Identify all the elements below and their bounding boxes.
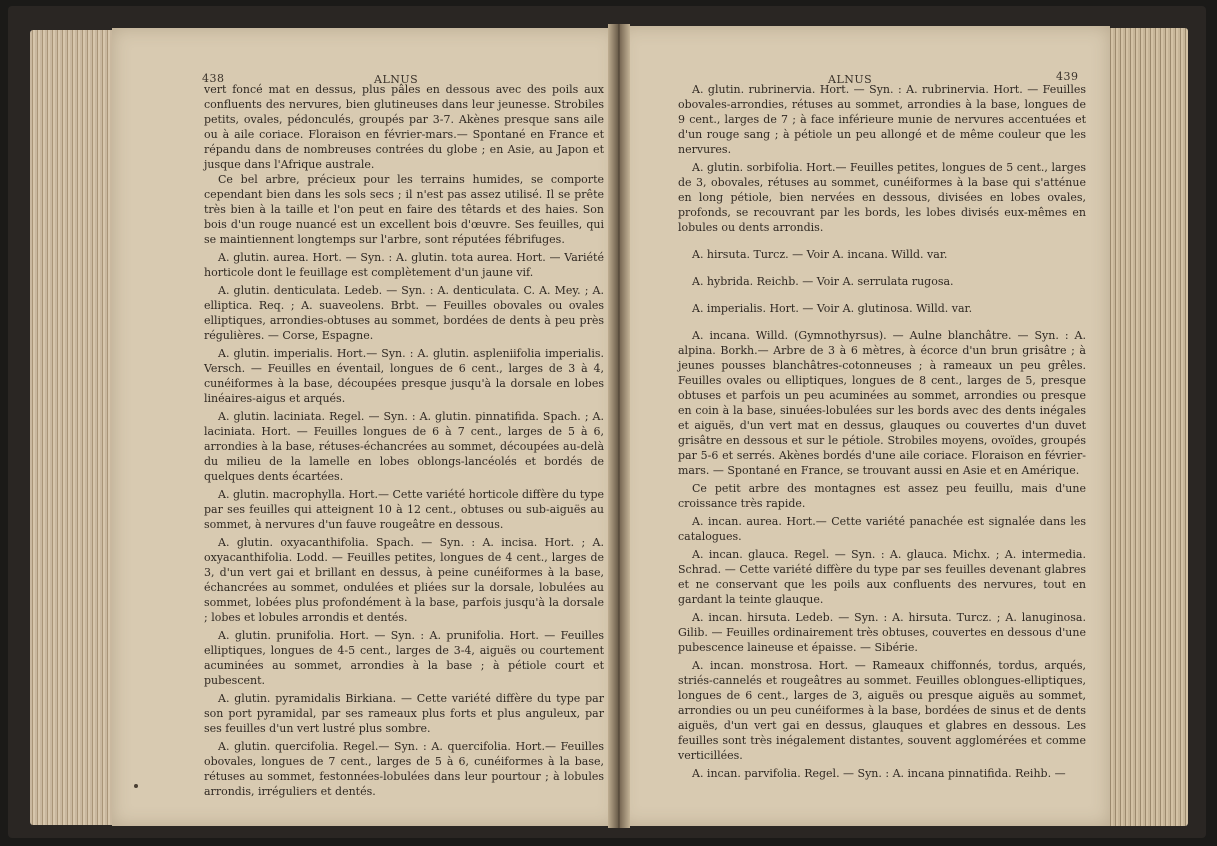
entry-denticulata: A. glutin. denticulata. Ledeb. — Syn. : A. denticulata. C. A. Mey. ; A. elliptica. Req. ; A. suaveolens. Brbt. — Feuilles obovales ou ovales elliptiques, arrondies-obtuses au sommet, bordées de dents à peu près régulières. — Corse, Espagne. <box>204 284 604 342</box>
entry-quercifolia: A. glutin. quercifolia. Regel.— Syn. : A. quercifolia. Hort.— Feuilles obovales, longues de 7 cent., larges de 5 à 6, cunéiformes à la base, rétuses au sommet, festonnées-lobulées dans leur pourtour ; à lobules arrondis, irréguliers et dentés. <box>204 740 604 798</box>
entry-macrophylla: A. glutin. macrophylla. Hort.— Cette variété horticole diffère du type par ses feuilles qui atteignent 10 à 12 cent., obtuses ou sub-aiguës au sommet, à nervures d'un fauve rougeâtre en dessous. <box>204 488 604 531</box>
open-book <box>8 6 1206 838</box>
paragraph: Ce petit arbre des montagnes est assez peu feuillu, mais d'une croissance très rapide. <box>678 482 1086 510</box>
right-page-header: ALNUS <box>828 73 873 86</box>
right-page-number: 439 <box>1056 70 1079 83</box>
entry-imperialis: A. imperialis. Hort. — Voir A. glutinosa. Willd. var. <box>692 302 973 315</box>
right-page-body <box>678 82 1086 781</box>
entry-imperialis: A. glutin. imperialis. Hort.— Syn. : A. glutin. aspleniifolia imperialis. Versch. — Feuilles en éventail, longues de 6 cent., larges de 3 à 4, cunéiformes à la base, découpées presque jusqu'à la dorsale en lobes linéaires-aigus et arqués. <box>204 347 604 405</box>
entry-aurea: A. glutin. aurea. Hort. — Syn. : A. glutin. tota aurea. Hort. — Variété horticole dont le feuillage est complètement d'un jaune vif. <box>204 251 604 279</box>
entry-hirsuta: A. hirsuta. Turcz. — Voir A. incana. Willd. var. <box>692 248 948 261</box>
entry-incan-glauca: A. incan. glauca. Regel. — Syn. : A. glauca. Michx. ; A. intermedia. Schrad. — Cette variété diffère du type par ses feuilles devenant glabres et ne conservant que les poils aux confluents des nervures, tout en gardant la teinte glauque. <box>678 548 1086 606</box>
left-page <box>112 28 617 826</box>
entry-pyramidalis: A. glutin. pyramidalis Birkiana. — Cette variété diffère du type par son port pyramidal, par ses rameaux plus forts et plus anguleux, par ses feuilles d'un vert lustré plus sombre. <box>204 692 604 735</box>
left-page-edges <box>30 30 122 825</box>
entry-hybrida: A. hybrida. Reichb. — Voir A. serrulata rugosa. <box>692 275 954 288</box>
paragraph: Ce bel arbre, précieux pour les terrains humides, se comporte cependant bien dans les sols secs ; il n'est pas assez utilisé. Il se prête très bien à la taille et l'on peut en faire des têtards et des haies. Son bois d'un rouge nuancé est un excellent bois d'œuvre. Ses feuilles, qui se maintiennent longtemps sur l'arbre, sont réputées fébrifuges. <box>204 173 604 246</box>
left-page-body <box>204 82 604 799</box>
left-page-header: ALNUS <box>374 73 419 86</box>
entry-incan-monstrosa: A. incan. monstrosa. Hort. — Rameaux chiffonnés, tordus, arqués, striés-cannelés et rougeâtres au sommet. Feuilles oblongues-elliptiques, longues de 6 cent., larges de 3, aiguës ou presque aiguës au sommet, arrondies ou un peu cunéiformes à la base, bordées de sinus et de dents aiguës, d'un vert gai en dessus, glauques et glabres en dessous. Les feuilles sont très inégalement distantes, souvent agglomérées et comme verticillées. <box>678 659 1086 762</box>
book-gutter <box>608 24 630 828</box>
left-page-number: 438 <box>202 72 225 85</box>
ink-spot <box>134 784 138 788</box>
right-page-edges <box>1108 28 1188 826</box>
entry-incan-hirsuta: A. incan. hirsuta. Ledeb. — Syn. : A. hirsuta. Turcz. ; A. lanuginosa. Gilib. — Feuilles ordinairement très obtuses, couvertes en dessous d'une pubescence laineuse et épaisse. — Sibérie. <box>678 611 1086 654</box>
entry-prunifolia: A. glutin. prunifolia. Hort. — Syn. : A. prunifolia. Hort. — Feuilles elliptiques, longues de 4-5 cent., larges de 3-4, aiguës ou courtement acuminées au sommet, arrondies à la base ; à pétiole court et pubescent. <box>204 629 604 687</box>
paragraph: vert foncé mat en dessus, plus pâles en dessous avec des poils aux confluents des nervures, bien glutineuses dans leur jeunesse. Strobiles petits, ovales, pédonculés, groupés par 3-7. Akènes presque sans aile ou à aile coriace. Floraison en février-mars.— Spontané en France et répandu dans de nombreuses contrées du globe ; en Asie, au Japon et jusque dans l'Afrique australe. <box>204 83 604 171</box>
entry-incan-parvifolia: A. incan. parvifolia. Regel. — Syn. : A. incana pinnatifida. Reihb. — <box>692 767 1066 780</box>
entry-incana: A. incana. Willd. (Gymnothyrsus). — Aulne blanchâtre. — Syn. : A. alpina. Borkh.— Arbre de 3 à 6 mètres, à écorce d'un brun grisâtre ; à jeunes pousses blanchâtres-cotonneuses ; à rameaux un peu grêles. Feuilles ovales ou elliptiques, longues de 8 cent., larges de 5, presque obtuses et parfois un peu acuminées au sommet, arrondies ou presque en coin à la base, sinuées-lobulées sur les bords avec des dents inégales et aiguës, d'un vert mat en dessus, glauques ou couvertes d'un duvet grisâtre en dessous et sur le pétiole. Strobiles moyens, ovoïdes, groupés par 5-6 et serrés. Akènes bordés d'une aile coriace. Floraison en février-mars. — Spontané en France, se trouvant aussi en Asie et en Amérique. <box>678 329 1086 477</box>
entry-laciniata: A. glutin. laciniata. Regel. — Syn. : A. glutin. pinnatifida. Spach. ; A. laciniata. Hort. — Feuilles longues de 6 à 7 cent., larges de 5 à 6, arrondies à la base, rétuses-échancrées au sommet, découpées au-delà du milieu de la lamelle en lobes oblongs-lancéolés et bordés de quelques dents écartées. <box>204 410 604 483</box>
right-page <box>620 26 1110 826</box>
entry-incan-aurea: A. incan. aurea. Hort.— Cette variété panachée est signalée dans les catalogues. <box>678 515 1086 543</box>
entry-oxyacanthifolia: A. glutin. oxyacanthifolia. Spach. — Syn. : A. incisa. Hort. ; A. oxyacanthifolia. Lodd. — Feuilles petites, longues de 4 cent., larges de 3, d'un vert gai et brillant en dessus, à peine cunéiformes à la base, échancrées au sommet, ondulées et pliées sur la dorsale, lobulées au sommet, lobées plus profondément à la base, parfois jusqu'à la dorsale ; lobes et lobules arrondis et dentés. <box>204 536 604 624</box>
entry-rubrinervia: A. glutin. rubrinervia. Hort. — Syn. : A. rubrinervia. Hort. — Feuilles obovales-arrondies, rétuses au sommet, arrondies à la base, longues de 9 cent., larges de 7 ; à face inférieure munie de nervures accentuées et d'un rouge sang ; à pétiole un peu allongé et de même couleur que les nervures. <box>678 83 1086 156</box>
entry-sorbifolia: A. glutin. sorbifolia. Hort.— Feuilles petites, longues de 5 cent., larges de 3, obovales, rétuses au sommet, cunéiformes à la base qui s'atténue en long pétiole, bien nervées en dessous, divisées en lobes ovales, profonds, se recouvrant par les bords, les lobes divisés eux-mêmes en lobules ou dents arrondis. <box>678 161 1086 234</box>
